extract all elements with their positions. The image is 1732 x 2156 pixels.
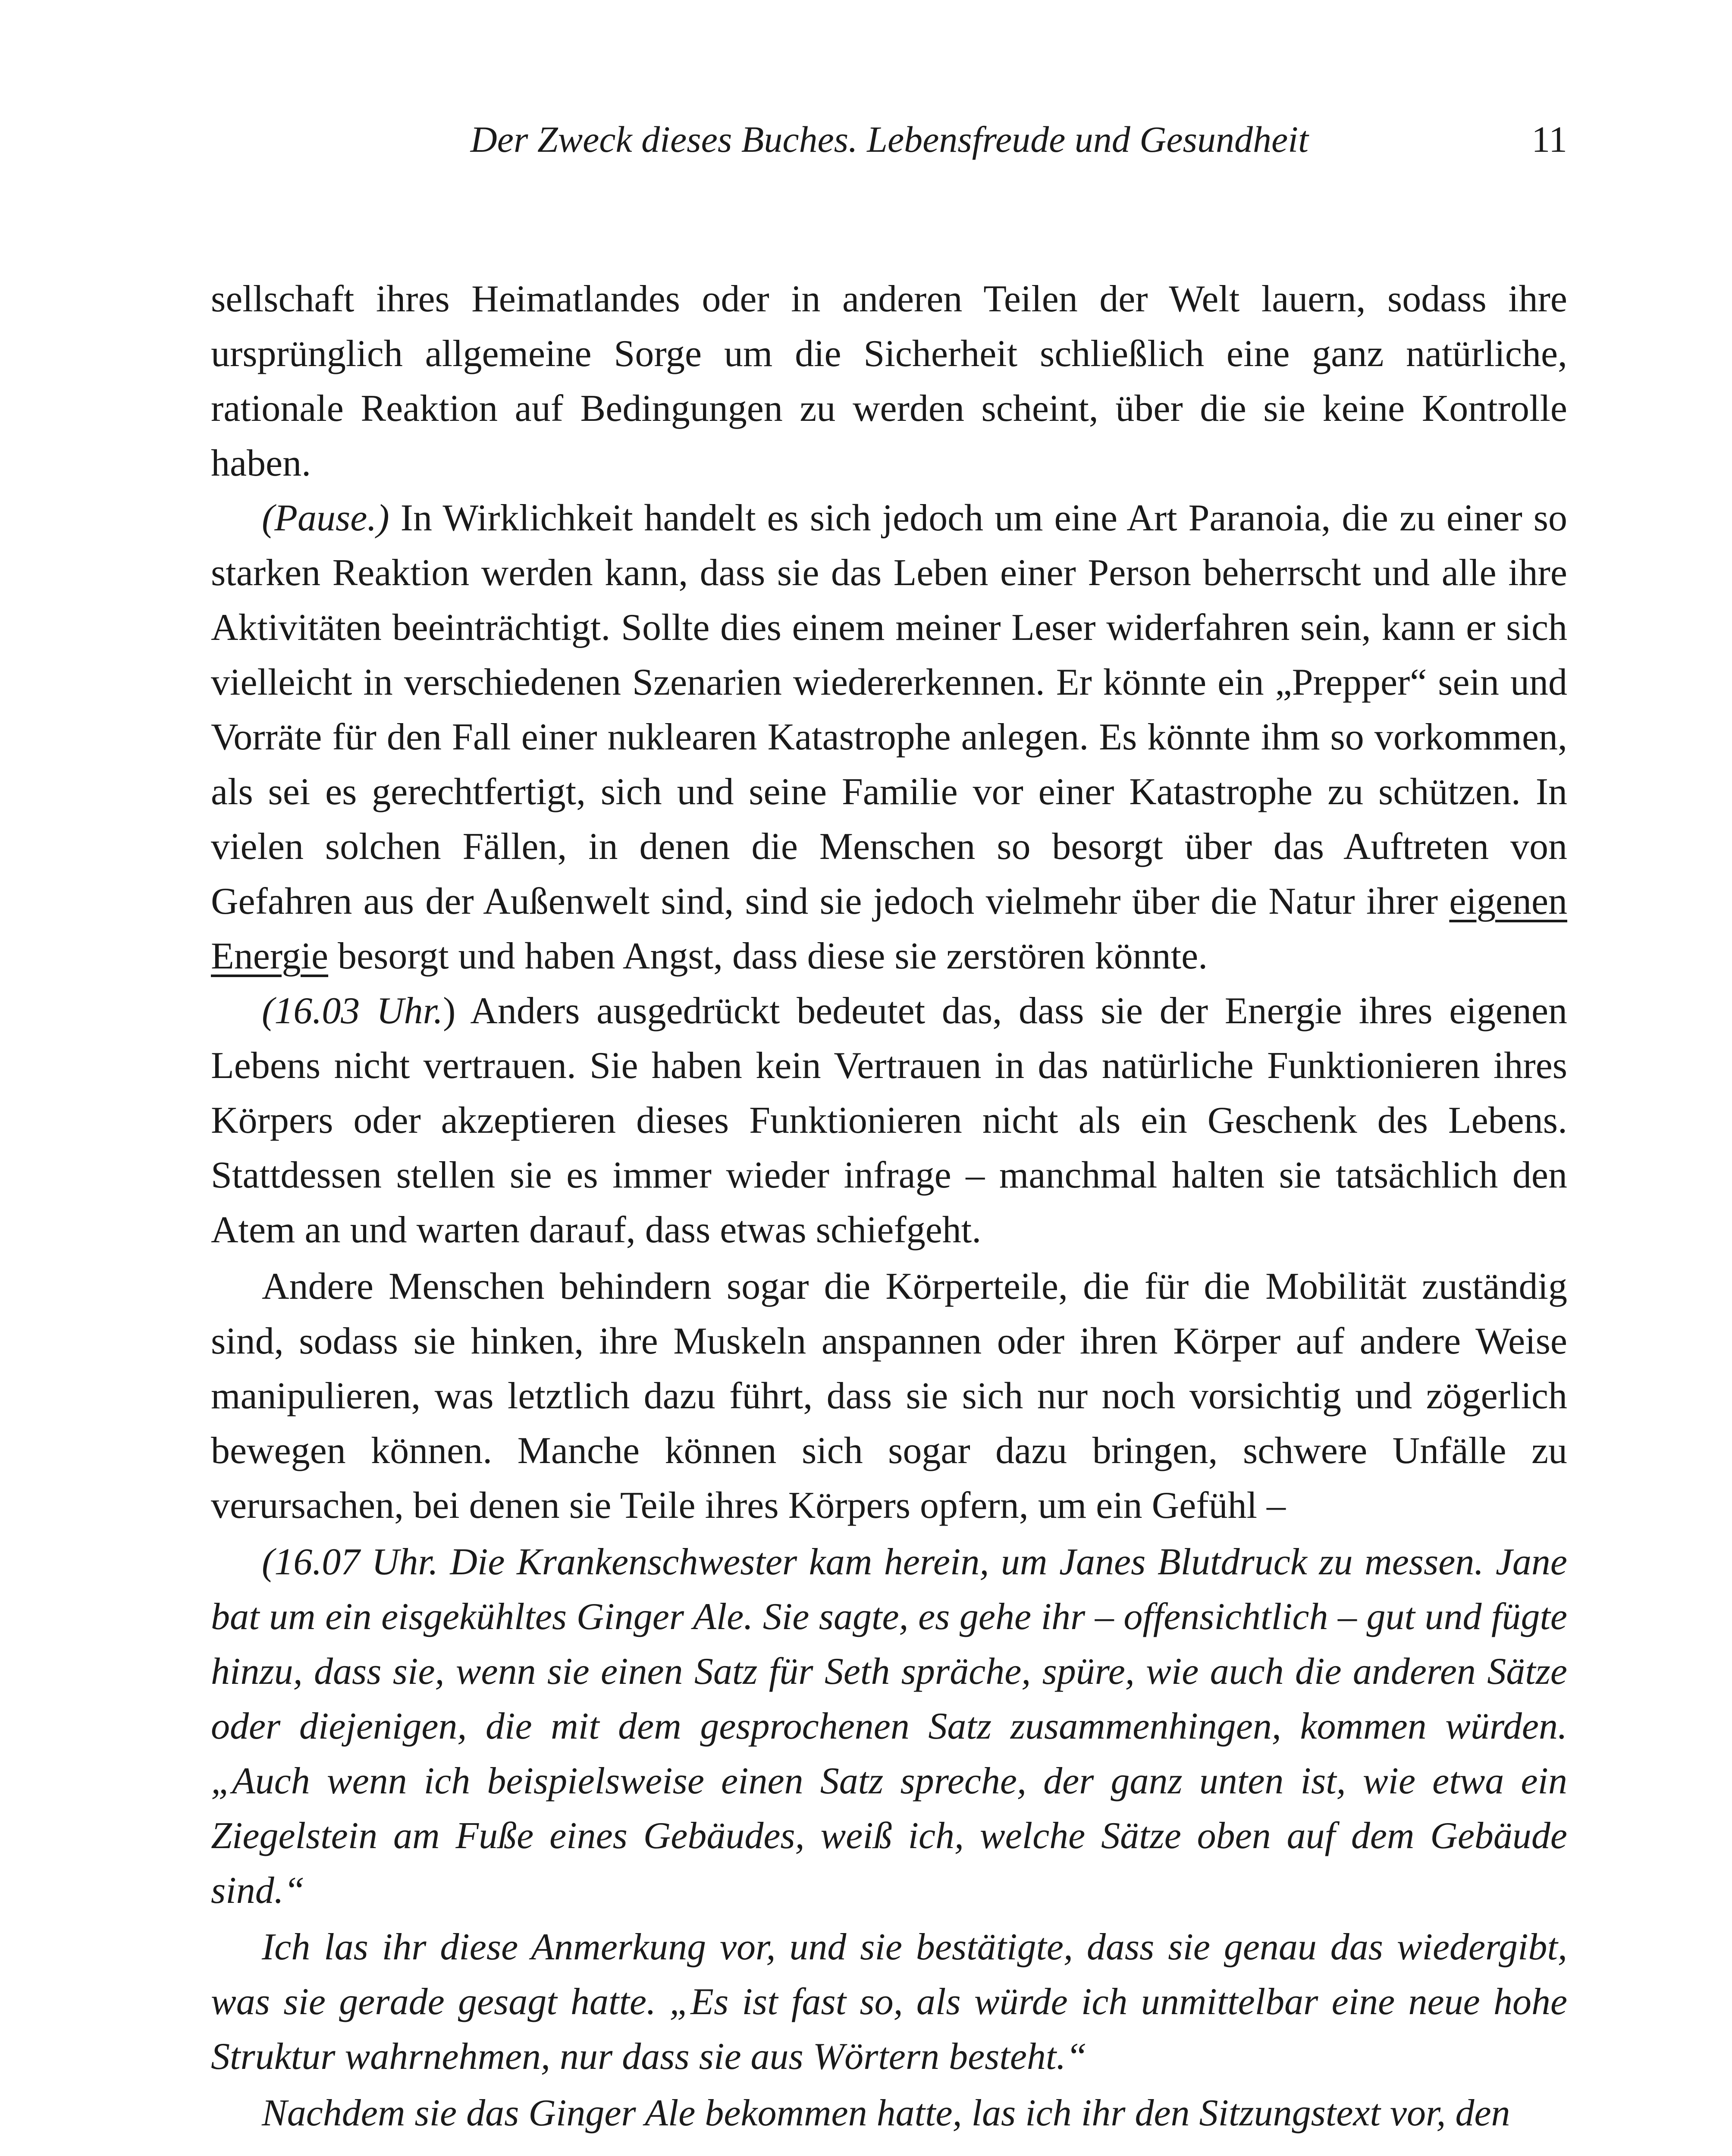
paragraph-6-text: Ich las ihr diese Anmerkung vor, und sie bestätigte, dass sie genau das wiedergibt, was sie gerade gesagt hatte. „Es ist fast so, als würde ich unmittelbar eine neue hohe Struktur wahrnehmen, nur dass sie aus Wörtern besteht.“ <box>211 1926 1567 2078</box>
paragraph-4-text: Andere Menschen behindern sogar die Körperteile, die für die Mobilität zuständig sind, sodass sie hinken, ihre Muskeln anspannen oder ihren Körper auf andere Weise manipulieren, was letztlich dazu führt, dass sie sich nur noch vorsichtig und zögerlich bewegen können. Manche können sich sogar dazu bringen, schwere Unfälle zu verursachen, bei denen sie Teile ihres Körpers opfern, um ein Gefühl – <box>211 1266 1567 1526</box>
paragraph-2 <box>211 491 1567 984</box>
paragraph-2-text-b: besorgt und haben Angst, dass diese sie zerstören könnte. <box>328 935 1208 977</box>
paragraph-3-lead: (16.03 Uhr. <box>262 990 443 1032</box>
paragraph-4 <box>211 1259 1567 1533</box>
running-head <box>211 116 1567 163</box>
paragraph-3-text: Anders ausgedrückt bedeutet das, dass sie der Energie ihres eigenen Lebens nicht vertrauen. Sie haben kein Vertrauen in das natürliche Funktionieren ihres Körpers oder akzeptieren dieses Funktionieren nicht als ein Geschenk des Lebens. Stattdessen stellen sie es immer wieder infrage – manchmal halten sie tatsächlich den Atem an und warten darauf, dass etwas schiefgeht. <box>211 990 1567 1251</box>
paragraph-3-lead-close: ) <box>443 990 456 1032</box>
paragraph-5 <box>211 1535 1567 1918</box>
paragraph-2-text-a: In Wirklichkeit handelt es sich jedoch um eine Art Paranoia, die zu einer so starken Reaktion werden kann, dass sie das Leben einer Person beherrscht und alle ihre Aktivitäten beeinträchtigt. Sollte dies einem meiner Leser widerfahren sein, kann er sich vielleicht in verschiedenen Szenarien wiedererkennen. Er könnte ein „Prepper“ sein und Vorräte für den Fall einer nuklearen Katastrophe anlegen. Es könnte ihm so vorkommen, als sei es gerechtfertigt, sich und seine Familie vor einer Katastrophe zu schützen. In vielen solchen Fällen, in denen die Menschen so besorgt über das Auftreten von Gefahren aus der Außenwelt sind, sind sie jedoch vielmehr über die Natur ihrer <box>211 497 1567 922</box>
running-head-title: Der Zweck dieses Buches. Lebensfreude und Gesundheit <box>470 119 1308 160</box>
paragraph-5-text: (16.07 Uhr. Die Krankenschwester kam herein, um Janes Blutdruck zu messen. Jane bat um ein eisgekühltes Ginger Ale. Sie sagte, es gehe ihr – offensichtlich – gut und fügte hinzu, dass sie, wenn sie einen Satz für Seth spräche, spüre, wie auch die anderen Sätze oder diejenigen, die mit dem gesprochenen Satz zusammenhingen, kommen würden. „Auch wenn ich beispielsweise einen Satz spreche, der ganz unten ist, wie etwa ein Ziegelstein am Fuße eines Gebäudes, weiß ich, welche Sätze oben auf dem Gebäude sind.“ <box>211 1541 1567 1912</box>
page-number: 11 <box>1531 119 1567 160</box>
paragraph-6 <box>211 1920 1567 2084</box>
paragraph-7-text: Nachdem sie das Ginger Ale bekommen hatte, las ich ihr den Sitzungstext vor, den <box>262 2092 1510 2134</box>
paragraph-2-underlined: eigenen Energie <box>211 881 1567 977</box>
paragraph-1-text: sellschaft ihres Heimatlandes oder in anderen Teilen der Welt lauern, sodass ihre ursprünglich allgemeine Sorge um die Sicherheit schließlich eine ganz natürliche, rationale Reaktion auf Bedingungen zu werden scheint, über die sie keine Kontrolle haben. <box>211 278 1567 484</box>
paragraph-7 <box>211 2086 1567 2140</box>
body-text <box>211 272 1567 2140</box>
paragraph-2-lead: (Pause.) <box>262 497 389 539</box>
paragraph-3 <box>211 984 1567 1257</box>
paragraph-1 <box>211 272 1567 491</box>
